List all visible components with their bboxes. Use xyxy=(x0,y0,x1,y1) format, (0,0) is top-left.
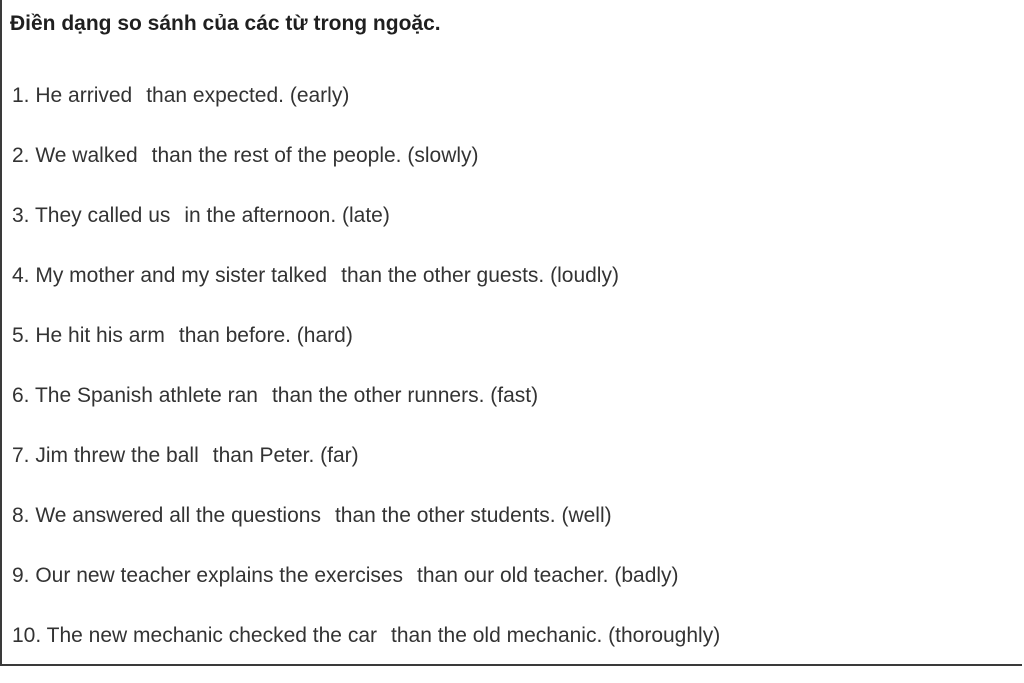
question-item-8 xyxy=(12,503,720,563)
question-hint: than the other students. (well) xyxy=(334,504,612,527)
question-text: 9. Our new teacher explains the exercises xyxy=(12,564,404,587)
question-hint: than Peter. (far) xyxy=(212,444,359,467)
question-text: 5. He hit his arm xyxy=(12,324,165,347)
question-text: 1. He arrived xyxy=(12,84,133,107)
question-item-7 xyxy=(12,443,720,503)
question-hint: than before. (hard) xyxy=(178,324,353,347)
question-item-10 xyxy=(12,623,720,683)
question-text: 2. We walked xyxy=(12,144,138,167)
question-hint: than the other runners. (fast) xyxy=(271,384,539,407)
question-item-3 xyxy=(12,203,720,263)
question-hint: than expected. (early) xyxy=(146,84,350,107)
question-hint: than the rest of the people. (slowly) xyxy=(151,144,479,167)
question-item-9 xyxy=(12,563,720,623)
question-list xyxy=(12,83,720,683)
question-text: 3. They called us xyxy=(12,204,171,227)
question-item-6 xyxy=(12,383,720,443)
question-text: 8. We answered all the questions xyxy=(12,504,321,527)
question-hint: than the old mechanic. (thoroughly) xyxy=(391,624,721,647)
question-item-2 xyxy=(12,143,720,203)
question-text: 10. The new mechanic checked the car xyxy=(12,624,377,647)
question-item-4 xyxy=(12,263,720,323)
worksheet-title: Điền dạng so sánh của các từ trong ngoặc. xyxy=(10,12,441,35)
question-item-1 xyxy=(12,83,720,143)
question-text: 6. The Spanish athlete ran xyxy=(12,384,258,407)
question-text: 4. My mother and my sister talked xyxy=(12,264,328,287)
question-hint: in the afternoon. (late) xyxy=(184,204,390,227)
question-hint: than our old teacher. (badly) xyxy=(417,564,679,587)
question-text: 7. Jim threw the ball xyxy=(12,444,199,467)
question-hint: than the other guests. (loudly) xyxy=(341,264,619,287)
question-item-5 xyxy=(12,323,720,383)
